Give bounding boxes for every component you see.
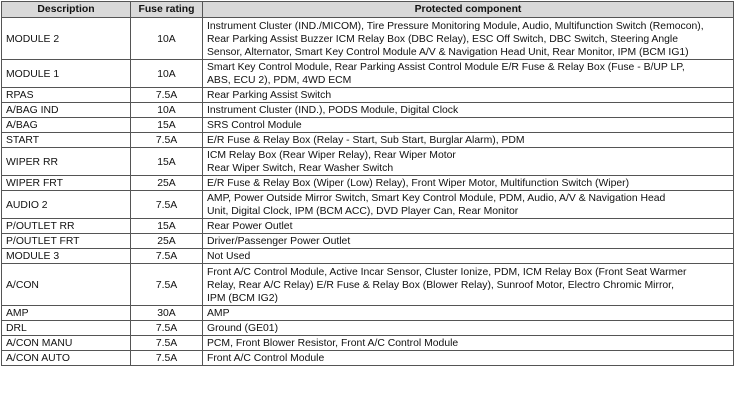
- row-description: DRL: [2, 321, 131, 336]
- row-description: A/BAG IND: [2, 103, 131, 118]
- row-protected-component: Instrument Cluster (IND./MICOM), Tire Pressure Monitoring Module, Audio, Multifunction Switch (Remocon), Rear Parking Assist Buzzer ICM Relay Box (DBC Relay), ESC Off Switch, DBC Switch, Steering Angle Sensor, Alternator, Smart Key Control Module A/V & Navigation Head Unit, Rear Monitor, IPM (BCM IG1): [203, 18, 734, 60]
- row-fuse-rating: 10A: [131, 18, 203, 60]
- table-row: [2, 234, 734, 249]
- table-row: [2, 351, 734, 366]
- row-fuse-rating: 7.5A: [131, 249, 203, 264]
- header-protected-component: Protected component: [203, 2, 734, 18]
- table-row: [2, 219, 734, 234]
- row-description: A/CON: [2, 264, 131, 306]
- table-row: [2, 18, 734, 60]
- row-fuse-rating: 30A: [131, 306, 203, 321]
- row-description: A/CON AUTO: [2, 351, 131, 366]
- table-body: [2, 18, 734, 366]
- row-description: MODULE 2: [2, 18, 131, 60]
- table-row: [2, 88, 734, 103]
- table-header: [2, 2, 734, 18]
- header-row: [2, 2, 734, 18]
- row-description: START: [2, 133, 131, 148]
- row-protected-component: E/R Fuse & Relay Box (Wiper (Low) Relay), Front Wiper Motor, Multifunction Switch (Wiper): [203, 176, 734, 191]
- row-fuse-rating: 7.5A: [131, 351, 203, 366]
- table-row: [2, 264, 734, 306]
- row-protected-component: AMP: [203, 306, 734, 321]
- row-description: A/CON MANU: [2, 336, 131, 351]
- row-fuse-rating: 7.5A: [131, 321, 203, 336]
- table-row: [2, 148, 734, 176]
- table-row: [2, 306, 734, 321]
- row-protected-component: Not Used: [203, 249, 734, 264]
- row-fuse-rating: 10A: [131, 103, 203, 118]
- row-description: AUDIO 2: [2, 191, 131, 219]
- row-description: MODULE 3: [2, 249, 131, 264]
- row-description: WIPER FRT: [2, 176, 131, 191]
- table-row: [2, 60, 734, 88]
- row-fuse-rating: 7.5A: [131, 336, 203, 351]
- row-fuse-rating: 7.5A: [131, 133, 203, 148]
- row-protected-component: ICM Relay Box (Rear Wiper Relay), Rear Wiper Motor Rear Wiper Switch, Rear Washer Switch: [203, 148, 734, 176]
- row-description: AMP: [2, 306, 131, 321]
- row-description: P/OUTLET FRT: [2, 234, 131, 249]
- row-fuse-rating: 7.5A: [131, 88, 203, 103]
- table-row: [2, 336, 734, 351]
- row-protected-component: PCM, Front Blower Resistor, Front A/C Control Module: [203, 336, 734, 351]
- row-description: WIPER RR: [2, 148, 131, 176]
- row-protected-component: Smart Key Control Module, Rear Parking Assist Control Module E/R Fuse & Relay Box (Fuse - B/UP LP, ABS, ECU 2), PDM, 4WD ECM: [203, 60, 734, 88]
- table-row: [2, 191, 734, 219]
- row-protected-component: Instrument Cluster (IND.), PODS Module, Digital Clock: [203, 103, 734, 118]
- table-row: [2, 249, 734, 264]
- row-protected-component: SRS Control Module: [203, 118, 734, 133]
- row-protected-component: Front A/C Control Module, Active Incar Sensor, Cluster Ionize, PDM, ICM Relay Box (Front Seat Warmer Relay, Rear A/C Relay) E/R Fuse & Relay Box (Blower Relay), Sunroof Motor, Electro Chromic Mirror, IPM (BCM IG2): [203, 264, 734, 306]
- row-fuse-rating: 15A: [131, 118, 203, 133]
- row-protected-component: E/R Fuse & Relay Box (Relay - Start, Sub Start, Burglar Alarm), PDM: [203, 133, 734, 148]
- row-fuse-rating: 25A: [131, 176, 203, 191]
- row-description: A/BAG: [2, 118, 131, 133]
- row-fuse-rating: 7.5A: [131, 191, 203, 219]
- table-row: [2, 133, 734, 148]
- row-fuse-rating: 10A: [131, 60, 203, 88]
- fuse-table: [1, 1, 734, 366]
- row-protected-component: AMP, Power Outside Mirror Switch, Smart Key Control Module, PDM, Audio, A/V & Navigation Head Unit, Digital Clock, IPM (BCM ACC), DVD Player Can, Rear Monitor: [203, 191, 734, 219]
- table-row: [2, 118, 734, 133]
- row-protected-component: Front A/C Control Module: [203, 351, 734, 366]
- row-description: MODULE 1: [2, 60, 131, 88]
- row-fuse-rating: 15A: [131, 219, 203, 234]
- row-fuse-rating: 15A: [131, 148, 203, 176]
- row-protected-component: Driver/Passenger Power Outlet: [203, 234, 734, 249]
- row-description: RPAS: [2, 88, 131, 103]
- row-protected-component: Rear Parking Assist Switch: [203, 88, 734, 103]
- table-row: [2, 321, 734, 336]
- table-row: [2, 103, 734, 118]
- row-protected-component: Ground (GE01): [203, 321, 734, 336]
- row-description: P/OUTLET RR: [2, 219, 131, 234]
- header-fuse-rating: Fuse rating: [131, 2, 203, 18]
- row-fuse-rating: 7.5A: [131, 264, 203, 306]
- header-description: Description: [2, 2, 131, 18]
- table-row: [2, 176, 734, 191]
- row-fuse-rating: 25A: [131, 234, 203, 249]
- row-protected-component: Rear Power Outlet: [203, 219, 734, 234]
